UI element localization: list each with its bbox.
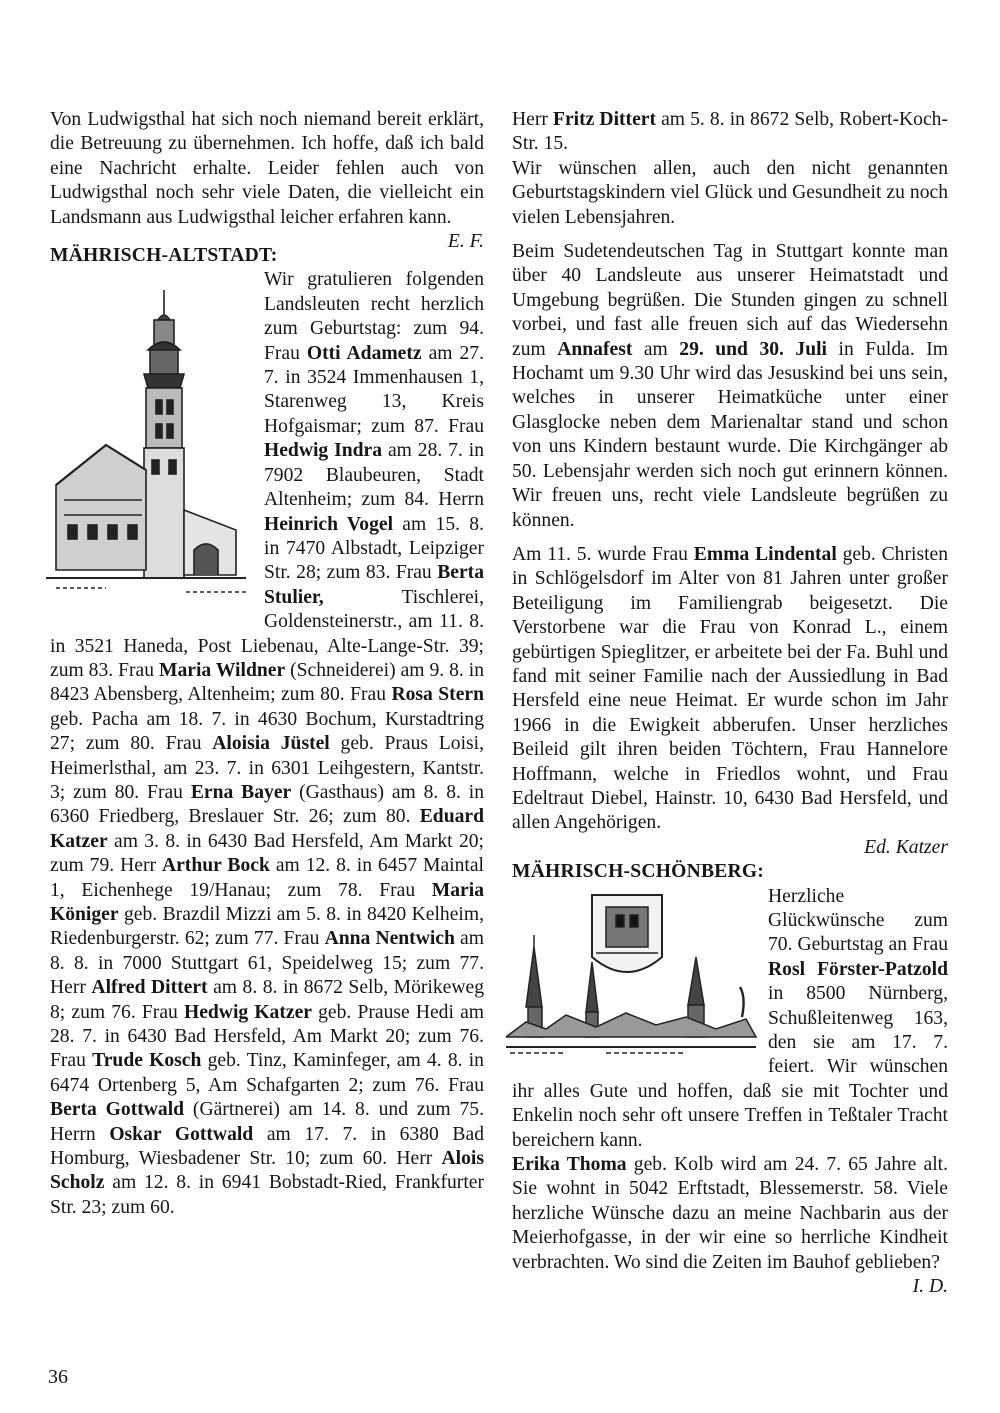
person-name: Berta Stulier, (264, 562, 484, 608)
person-name: Maria Wildner (159, 659, 286, 681)
obituary-paragraph: Am 11. 5. wurde Frau Emma Lindental geb. Christen in Schlögelsdorf im Alter von 81 Jahren unter großer Beteiligung im Familiengrab beigesetzt. Die Verstorbene war die Frau von Konrad L., einem gebürtigen Spieglitzer, er arbeitete bei der Fa. Buhl und fand mit seiner Familie nach der Aussiedlung in Bad Hersfeld eine neue Heimat. Er wurde schon im Jahr 1966 in die Ewigkeit abberufen. Unser herzliches Beileid gilt ihren beiden Töchtern, Frau Hannelore Hoffmann, welche in Friedlos wohnt, und Frau Edeltraut Diebel, Hainstr. 10, 6430 Bad Hersfeld, und allen Angehörigen. (512, 543, 949, 834)
sudetendeutscher-tag-paragraph: Beim Sudetendeutschen Tag in Stuttgart konnte man über 40 Landsleute aus unserer Heimatstadt und Umgebung begrüßen. Die Stunden gingen zu schnell vorbei, und fast alle freuen sich auf das Wiedersehn zum Annafest am 29. und 30. Juli in Fulda. Im Hochamt um 9.30 Uhr wird das Jesuskind bei uns sein, welches in unserer Heimatküche unter einer Glasglocke neben dem Marienaltar stand und schon von uns Kindern bestaunt wurde. Die Kirchgänger ab 50. Lebensjahr werden sich noch gut erinnern können. Wir freuen uns, recht viele Landsleute begrüßen zu können. (512, 241, 949, 531)
person-name: Rosl Förster-Patzold (768, 958, 948, 980)
person-name: Arthur Bock (161, 855, 270, 877)
person-name: Trude Kosch (92, 1050, 202, 1072)
birthday-list-altstadt: Wir gratulieren folgenden Landsleuten recht herzlich zum Geburtstag: zum 94. Frau Otti Adametz am 27. 7. in 3524 Immenhausen 1, Starenweg 13, Kreis Hofgaismar; zum 87. Frau Hedwig Indra am 28. 7. in 7902 Blaubeuren, Stadt Altenheim; zum 84. Herrn Heinrich Vogel am 15. 8. in 7470 Albstadt, Leipziger Str. 28; zum 83. Frau Berta Stulier, Tischlerei, Goldensteinerstr., am 11. 8. in 3521 Haneda, Post Liebenau, Alte-Lange-Str. 39; zum 83. Frau Maria Wildner (Schneiderei) am 9. 8. in 8423 Abensberg, Altenheim; zum 80. Frau Rosa Stern geb. Pacha am 18. 7. in 4630 Bochum, Kurstadtring 27; zum 80. Frau Aloisia Jüstel geb. Praus Loisi, Heimerlsthal, am 23. 7. in 6301 Leihgestern, Kantstr. 3; zum 80. Frau Erna Bayer (Gasthaus) am 8. 8. in 6360 Friedberg, Breslauer Str. 26; zum 80. Eduard Katzer am 3. 8. in 6430 Bad Hersfeld, Am Markt 20; zum 79. Herr Arthur Bock am 12. 8. in 6457 Maintal 1, Eichenhege 19/Hanau; zum 78. Frau Maria Königer geb. Brazdil Mizzi am 5. 8. in 8420 Kelheim, Riedenburgerstr. 62; zum 77. Frau Anna Nentwich am 8. 8. in 7000 Stuttgart 61, Speidelweg 15; zum 77. Herr Alfred Dittert am 8. 8. in 8672 Selb, Mörikeweg 8; zum 76. Frau Hedwig Katzer geb. Prause Hedi am 28. 7. in 6430 Bad Hersfeld, Am Markt 20; zum 76. Frau Trude Kosch geb. Tinz, Kaminfeger, am 4. 8. in 6474 Ortenberg 5, Am Schafgarten 2; zum 76. Frau Berta Gottwald (Gärtnerei) am 14. 8. und zum 75. Herrn Oskar Gottwald am 17. 7. in 6380 Bad Homburg, Wiesbadener Str. 10; zum 60. Herr Alois Scholz am 12. 8. in 6941 Bobstadt-Ried, Frankfurter Str. 23; zum 60. (50, 269, 485, 1218)
thoma-paragraph: Erika Thoma geb. Kolb wird am 24. 7. 65 Jahre alt. Sie wohnt in 5042 Erftstadt, Blessemerstr. 58. Viele herzliche Wünsche dazu an meine Nachbarin aus der Meierhofgasse, in der wir eine so herrliche Kindheit verbrachten. Wo sind die Zeiten im Bauhof geblieben? I. D. (512, 1153, 948, 1275)
right-column (512, 108, 948, 1300)
page-number: 36 (48, 1366, 68, 1388)
ludwigsthal-paragraph: Von Ludwigsthal hat sich noch niemand bereit erklärt, die Betreuung zu übernehmen. Ich hoffe, daß ich bald eine Nachricht erhalte. Leider fehlen auch von Ludwigsthal noch sehr viele Daten, die vielleicht ein Landsmann aus Ludwigsthal leicher erfahren kann. E. F. (50, 108, 484, 230)
person-name: Alois Scholz (50, 1148, 484, 1194)
town-skyline-drawing (506, 887, 762, 1057)
event-name: Annafest (557, 338, 633, 360)
person-name: Fritz Dittert (553, 109, 656, 130)
person-name: Erna Bayer (190, 781, 292, 803)
person-name: Otti Adametz (306, 342, 422, 364)
dittert-paragraph: Herr Fritz Dittert am 5. 8. in 8672 Selb, Robert-Koch-Str. 15. (512, 109, 948, 155)
section-heading-maehrisch-schoenberg: MÄHRISCH-SCHÖNBERG: (512, 861, 765, 883)
town-coat-of-arms-illustration (506, 887, 762, 1057)
person-name: Maria Königer (50, 879, 484, 925)
person-name: Aloisia Jüstel (212, 733, 330, 755)
wishes-paragraph: Wir wünschen allen, auch den nicht genannten Geburtstagskindern viel Glück und Gesundheit zu noch vielen Lebensjahren. (512, 157, 948, 228)
section-heading-maehrisch-altstadt: MÄHRISCH-ALTSTADT: (50, 245, 278, 267)
person-name: Rosa Stern (391, 684, 485, 706)
person-name: Hedwig Katzer (183, 1001, 312, 1023)
church-tower-drawing (46, 270, 258, 610)
person-name: Oskar Gottwald (109, 1123, 254, 1145)
person-name: Emma Lindental (693, 543, 837, 565)
person-name: Hedwig Indra (264, 440, 383, 462)
obituary-signature: Ed. Katzer (864, 836, 948, 858)
event-dates: 29. und 30. Juli (679, 338, 828, 360)
person-name: Berta Gottwald (50, 1099, 185, 1121)
person-name: Alfred Dittert (91, 977, 208, 999)
person-name: Erika Thoma (512, 1154, 627, 1176)
person-name: Eduard Katzer (50, 806, 484, 852)
left-column (50, 108, 484, 1220)
foerster-patzold-paragraph: Herzliche Glückwünsche zum 70. Geburtstag an Frau Rosl Förster-Patzold in 8500 Nürnberg, Schußleitenweg 163, den sie am 17. 7. feiert. Wir wünschen ihr alles Gute und hoffen, daß sie mit Tochter und Enkelin noch sehr oft unsere Treffen in Teßtaler Tracht bereichern kann. (512, 885, 948, 1151)
intro-signature: E. F. (447, 231, 484, 253)
person-name: Anna Nentwich (324, 928, 455, 950)
church-tower-illustration (46, 270, 258, 610)
person-name: Heinrich Vogel (264, 513, 394, 535)
thoma-signature: I. D. (912, 1276, 948, 1298)
